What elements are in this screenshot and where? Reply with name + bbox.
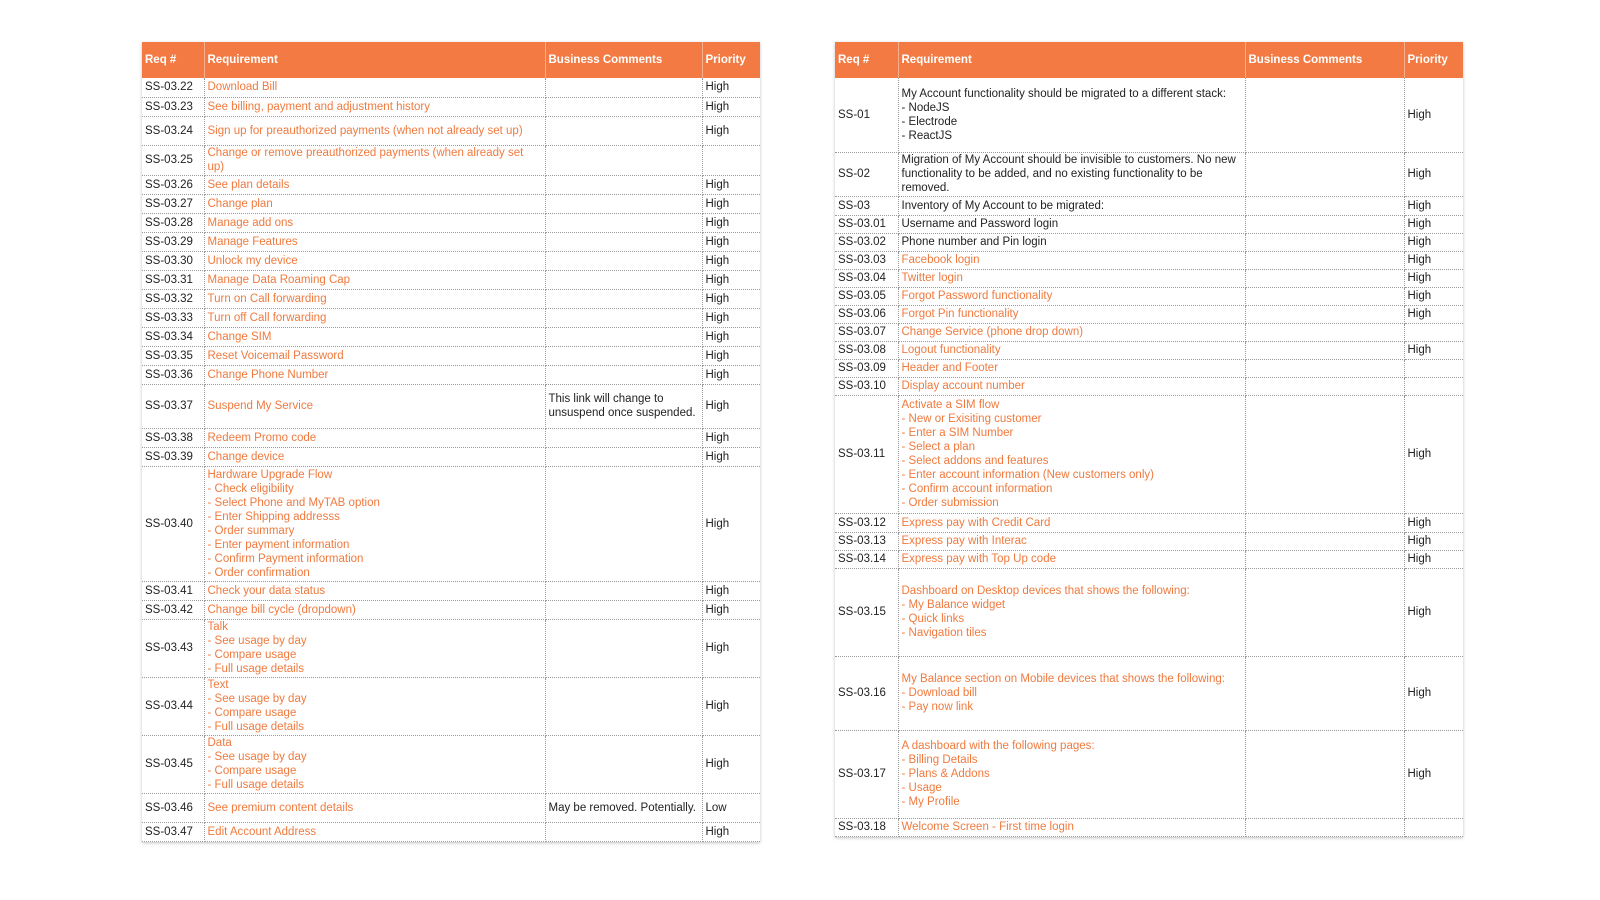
table-row — [835, 730, 1463, 818]
business-comment — [545, 78, 702, 97]
table-row — [835, 78, 1463, 152]
business-comment — [1245, 377, 1404, 395]
requirement-text[interactable]: Suspend My Service — [204, 384, 545, 428]
priority: High — [1404, 532, 1463, 550]
table-row — [835, 550, 1463, 568]
requirement-text[interactable]: Text - See usage by day - Compare usage - Full usage details — [204, 677, 545, 735]
req-id: SS-03.38 — [142, 428, 204, 447]
priority: High — [1404, 513, 1463, 532]
priority: High — [702, 270, 760, 289]
priority: High — [702, 619, 760, 677]
req-id: SS-03.24 — [142, 116, 204, 145]
requirement-text[interactable]: Change Phone Number — [204, 365, 545, 384]
business-comment — [545, 466, 702, 581]
requirement-text[interactable]: A dashboard with the following pages: - Billing Details - Plans & Addons - Usage - My Profile — [898, 730, 1245, 818]
business-comment — [1245, 78, 1404, 152]
req-id: SS-03.10 — [835, 377, 898, 395]
business-comment — [545, 677, 702, 735]
priority — [1404, 377, 1463, 395]
req-id: SS-03.46 — [142, 793, 204, 822]
business-comment — [545, 735, 702, 793]
req-id: SS-03.08 — [835, 341, 898, 359]
requirement-text[interactable]: Welcome Screen - First time login — [898, 818, 1245, 836]
priority: High — [702, 213, 760, 232]
priority: High — [702, 428, 760, 447]
business-comment — [545, 822, 702, 841]
requirement-text[interactable]: Sign up for preauthorized payments (when not already set up) — [204, 116, 545, 145]
priority: High — [1404, 251, 1463, 269]
requirement-text[interactable]: Manage Features — [204, 232, 545, 251]
business-comment — [545, 232, 702, 251]
req-id: SS-02 — [835, 152, 898, 196]
requirement-text[interactable]: Turn off Call forwarding — [204, 308, 545, 327]
priority: High — [702, 735, 760, 793]
table-row — [835, 323, 1463, 341]
table-row — [142, 175, 760, 194]
business-comment — [545, 289, 702, 308]
table-row — [835, 269, 1463, 287]
req-id: SS-03.09 — [835, 359, 898, 377]
business-comment — [545, 251, 702, 270]
req-id: SS-03.22 — [142, 78, 204, 97]
priority: High — [702, 677, 760, 735]
table-row — [835, 215, 1463, 233]
req-id: SS-03.30 — [142, 251, 204, 270]
priority-header: Priority — [702, 42, 760, 78]
requirement-text: Phone number and Pin login — [898, 233, 1245, 251]
business-comment — [545, 308, 702, 327]
requirement-text: My Account functionality should be migrated to a different stack: - NodeJS - Electrode - ReactJS — [898, 78, 1245, 152]
requirement-text[interactable]: See billing, payment and adjustment history — [204, 97, 545, 116]
priority: High — [702, 384, 760, 428]
req-id: SS-03.15 — [835, 568, 898, 656]
table-row — [142, 289, 760, 308]
requirement-text[interactable]: Reset Voicemail Password — [204, 346, 545, 365]
table-row — [142, 194, 760, 213]
table-row — [142, 822, 760, 841]
req-id: SS-03.12 — [835, 513, 898, 532]
requirement-text[interactable]: Express pay with Interac — [898, 532, 1245, 550]
table-row — [835, 395, 1463, 513]
business-comment — [1245, 196, 1404, 215]
priority: Low — [702, 793, 760, 822]
right-table-header-row — [835, 42, 1463, 78]
business-comment — [545, 97, 702, 116]
priority: High — [1404, 305, 1463, 323]
req-id: SS-03.16 — [835, 656, 898, 730]
table-row — [835, 377, 1463, 395]
req-id: SS-01 — [835, 78, 898, 152]
table-row — [835, 818, 1463, 836]
req-id: SS-03.02 — [835, 233, 898, 251]
requirement-text[interactable]: Change bill cycle (dropdown) — [204, 600, 545, 619]
business-comment — [545, 116, 702, 145]
business-comment — [545, 175, 702, 194]
priority — [1404, 818, 1463, 836]
table-row — [835, 305, 1463, 323]
table-row — [835, 196, 1463, 215]
table-row — [835, 359, 1463, 377]
business-comment — [1245, 513, 1404, 532]
priority: High — [702, 251, 760, 270]
business-comment — [545, 346, 702, 365]
req-id: SS-03.11 — [835, 395, 898, 513]
table-row — [835, 656, 1463, 730]
table-row — [142, 384, 760, 428]
business-comment — [545, 428, 702, 447]
table-row — [142, 327, 760, 346]
business-comment — [545, 270, 702, 289]
req-id: SS-03.29 — [142, 232, 204, 251]
req-id: SS-03.06 — [835, 305, 898, 323]
business-comment — [1245, 233, 1404, 251]
priority: High — [1404, 269, 1463, 287]
requirement-text[interactable]: Forgot Pin functionality — [898, 305, 1245, 323]
business-comment — [545, 600, 702, 619]
priority: High — [1404, 568, 1463, 656]
requirement-text[interactable]: Dashboard on Desktop devices that shows the following: - My Balance widget - Quick links - Navigation tiles — [898, 568, 1245, 656]
requirement-text[interactable]: Header and Footer — [898, 359, 1245, 377]
req-id: SS-03.47 — [142, 822, 204, 841]
req-id: SS-03.33 — [142, 308, 204, 327]
requirement-text[interactable]: Talk - See usage by day - Compare usage - Full usage details — [204, 619, 545, 677]
requirement-text: Username and Password login — [898, 215, 1245, 233]
requirement-text[interactable]: Express pay with Credit Card — [898, 513, 1245, 532]
req-id: SS-03.43 — [142, 619, 204, 677]
priority: High — [702, 346, 760, 365]
right-requirements-table — [835, 42, 1463, 837]
priority: High — [702, 97, 760, 116]
business-comment — [1245, 287, 1404, 305]
req-id: SS-03.42 — [142, 600, 204, 619]
priority: High — [702, 365, 760, 384]
left-table-header-row — [142, 42, 760, 78]
table-row — [142, 346, 760, 365]
requirement-text[interactable]: Change device — [204, 447, 545, 466]
business-comment — [1245, 656, 1404, 730]
table-row — [142, 365, 760, 384]
business-comment — [545, 447, 702, 466]
priority: High — [1404, 656, 1463, 730]
business-comment — [1245, 269, 1404, 287]
requirement-text[interactable]: Change SIM — [204, 327, 545, 346]
business-comment — [545, 365, 702, 384]
priority: High — [1404, 550, 1463, 568]
req-id: SS-03.34 — [142, 327, 204, 346]
req-id: SS-03.13 — [835, 532, 898, 550]
requirement-text[interactable]: See plan details — [204, 175, 545, 194]
req-id: SS-03.27 — [142, 194, 204, 213]
requirement-text[interactable]: Hardware Upgrade Flow - Check eligibility - Select Phone and MyTAB option - Enter Shipping addresss - Order summary - Enter payment information - Confirm Payment information - Order confirmation — [204, 466, 545, 581]
req-id: SS-03.40 — [142, 466, 204, 581]
table-row — [142, 619, 760, 677]
requirement-text[interactable]: Edit Account Address — [204, 822, 545, 841]
req-id: SS-03 — [835, 196, 898, 215]
table-row — [142, 213, 760, 232]
table-row — [142, 793, 760, 822]
business-comment — [1245, 730, 1404, 818]
priority: High — [702, 78, 760, 97]
req-id: SS-03.28 — [142, 213, 204, 232]
priority: High — [702, 600, 760, 619]
req-id: SS-03.14 — [835, 550, 898, 568]
requirement-text[interactable]: See premium content details — [204, 793, 545, 822]
req-number-header: Req # — [835, 42, 898, 78]
requirement-text[interactable]: Change plan — [204, 194, 545, 213]
requirement-text[interactable]: Twitter login — [898, 269, 1245, 287]
business-comment — [545, 194, 702, 213]
req-id: SS-03.05 — [835, 287, 898, 305]
priority: High — [1404, 395, 1463, 513]
req-id: SS-03.17 — [835, 730, 898, 818]
business-comment — [1245, 818, 1404, 836]
table-row — [142, 735, 760, 793]
priority: High — [1404, 233, 1463, 251]
table-row — [142, 78, 760, 97]
business-comment — [545, 213, 702, 232]
requirement-text[interactable]: Download Bill — [204, 78, 545, 97]
table-row — [142, 251, 760, 270]
req-id: SS-03.07 — [835, 323, 898, 341]
requirement-header: Requirement — [204, 42, 545, 78]
requirement-text[interactable]: Activate a SIM flow - New or Exisiting customer - Enter a SIM Number - Select a plan - Select addons and features - Enter account information (New customers only) - Confirm account information - Order submission — [898, 395, 1245, 513]
table-row — [142, 308, 760, 327]
table-row — [835, 341, 1463, 359]
req-id: SS-03.18 — [835, 818, 898, 836]
req-id: SS-03.37 — [142, 384, 204, 428]
requirement-text[interactable]: My Balance section on Mobile devices that shows the following: - Download bill - Pay now link — [898, 656, 1245, 730]
requirement-text[interactable]: Check your data status — [204, 581, 545, 600]
req-id: SS-03.45 — [142, 735, 204, 793]
requirement-text[interactable]: Manage add ons — [204, 213, 545, 232]
req-id: SS-03.32 — [142, 289, 204, 308]
requirement-text[interactable]: Change Service (phone drop down) — [898, 323, 1245, 341]
priority: High — [1404, 341, 1463, 359]
priority: High — [702, 327, 760, 346]
priority: High — [1404, 78, 1463, 152]
table-row — [142, 466, 760, 581]
priority: High — [1404, 730, 1463, 818]
requirement-text[interactable]: Turn on Call forwarding — [204, 289, 545, 308]
table-row — [142, 677, 760, 735]
req-id: SS-03.31 — [142, 270, 204, 289]
requirement-text[interactable]: Display account number — [898, 377, 1245, 395]
req-id: SS-03.36 — [142, 365, 204, 384]
requirement-text[interactable]: Manage Data Roaming Cap — [204, 270, 545, 289]
priority-header: Priority — [1404, 42, 1463, 78]
business-comment — [1245, 305, 1404, 323]
priority: High — [702, 116, 760, 145]
business-comment — [1245, 395, 1404, 513]
requirement-text[interactable]: Unlock my device — [204, 251, 545, 270]
priority — [1404, 359, 1463, 377]
requirement-text[interactable]: Logout functionality — [898, 341, 1245, 359]
priority — [702, 145, 760, 175]
priority: High — [702, 175, 760, 194]
table-row — [142, 232, 760, 251]
business-comment — [1245, 215, 1404, 233]
business-comment: May be removed. Potentially. — [545, 793, 702, 822]
table-row — [142, 97, 760, 116]
requirement-text[interactable]: Express pay with Top Up code — [898, 550, 1245, 568]
req-id: SS-03.03 — [835, 251, 898, 269]
priority: High — [702, 194, 760, 213]
table-row — [142, 270, 760, 289]
table-row — [142, 428, 760, 447]
business-comments-header: Business Comments — [545, 42, 702, 78]
priority: High — [702, 289, 760, 308]
priority: High — [702, 308, 760, 327]
business-comment — [1245, 152, 1404, 196]
business-comment — [545, 327, 702, 346]
priority: High — [702, 232, 760, 251]
req-id: SS-03.23 — [142, 97, 204, 116]
priority: High — [702, 466, 760, 581]
table-row — [142, 447, 760, 466]
requirement-text[interactable]: Facebook login — [898, 251, 1245, 269]
requirement-text[interactable]: Data - See usage by day - Compare usage - Full usage details — [204, 735, 545, 793]
table-row — [142, 581, 760, 600]
priority — [1404, 323, 1463, 341]
business-comment — [545, 581, 702, 600]
priority: High — [1404, 215, 1463, 233]
left-requirements-table — [142, 42, 760, 842]
business-comment — [1245, 532, 1404, 550]
requirement-text[interactable]: Redeem Promo code — [204, 428, 545, 447]
table-row — [835, 152, 1463, 196]
business-comment — [1245, 568, 1404, 656]
table-row — [142, 600, 760, 619]
business-comment — [1245, 341, 1404, 359]
business-comment: This link will change to unsuspend once suspended. — [545, 384, 702, 428]
business-comment — [1245, 550, 1404, 568]
business-comment — [1245, 359, 1404, 377]
priority: High — [1404, 152, 1463, 196]
req-id: SS-03.35 — [142, 346, 204, 365]
table-row — [835, 568, 1463, 656]
table-row — [835, 532, 1463, 550]
business-comment — [545, 619, 702, 677]
priority: High — [702, 822, 760, 841]
req-id: SS-03.41 — [142, 581, 204, 600]
requirement-text[interactable]: Change or remove preauthorized payments (when already set up) — [204, 145, 545, 175]
requirement-header: Requirement — [898, 42, 1245, 78]
table-row — [142, 145, 760, 175]
req-id: SS-03.01 — [835, 215, 898, 233]
requirement-text: Migration of My Account should be invisible to customers. No new functionality to be added, and no existing functionality to be removed. — [898, 152, 1245, 196]
business-comment — [1245, 251, 1404, 269]
req-number-header: Req # — [142, 42, 204, 78]
req-id: SS-03.04 — [835, 269, 898, 287]
table-row — [835, 513, 1463, 532]
table-row — [835, 251, 1463, 269]
table-row — [835, 287, 1463, 305]
req-id: SS-03.26 — [142, 175, 204, 194]
requirement-text[interactable]: Forgot Password functionality — [898, 287, 1245, 305]
requirement-text: Inventory of My Account to be migrated: — [898, 196, 1245, 215]
req-id: SS-03.44 — [142, 677, 204, 735]
business-comment — [1245, 323, 1404, 341]
req-id: SS-03.39 — [142, 447, 204, 466]
priority: High — [702, 581, 760, 600]
table-row — [142, 116, 760, 145]
priority: High — [702, 447, 760, 466]
table-row — [835, 233, 1463, 251]
business-comments-header: Business Comments — [1245, 42, 1404, 78]
req-id: SS-03.25 — [142, 145, 204, 175]
business-comment — [545, 145, 702, 175]
priority: High — [1404, 196, 1463, 215]
priority: High — [1404, 287, 1463, 305]
